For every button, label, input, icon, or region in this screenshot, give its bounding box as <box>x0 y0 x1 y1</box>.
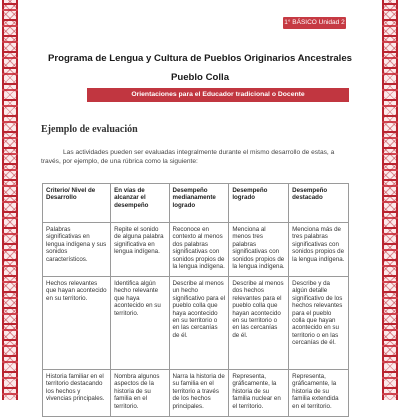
table-cell: Reconoce en contexto al menos dos palabras significativas con sonidos propios de la lengua indígena. <box>169 223 229 277</box>
table-cell: Palabras significativas en lengua indígena y sus sonidos característicos. <box>43 223 111 277</box>
table-cell: Menciona al menos tres palabras significativas con sonidos propios de la lengua indígena. <box>229 223 289 277</box>
header-en-vias: En vías de alcanzar el desempeño <box>111 184 169 223</box>
table-cell: Nombra algunos aspectos de la historia de su familia en el territorio. <box>111 370 169 417</box>
section-heading: Ejemplo de evaluación <box>41 124 138 135</box>
table-cell: Hechos relevantes que hayan acontecido en su territorio. <box>43 277 111 370</box>
table-cell: Describe al menos un hecho significativo para el pueblo colla que haya acontecido en su territorio o en las cercanías de él. <box>169 277 229 370</box>
table-cell: Identifica algún hecho relevante que haya acontecido en su territorio. <box>111 277 169 370</box>
table-cell: Describe y da algún detalle significativo de los hechos relevantes para el pueblo colla que hayan acontecido en su territorio o en las cercanías de él. <box>289 277 349 370</box>
table-cell: Narra la historia de su familia en el territorio a través de los hechos principales. <box>169 370 229 417</box>
pueblo-title: Pueblo Colla <box>170 72 230 83</box>
table-cell: Repite el sonido de alguna palabra significativa en lengua indígena. <box>111 223 169 277</box>
decorative-border-left <box>2 0 18 400</box>
table-cell: Historia familiar en el territorio destacando los hechos y vivencias principales. <box>43 370 111 417</box>
table-cell: Describe al menos dos hechos relevantes para el pueblo colla que hayan acontecido en su territorio o en las cercanías de él. <box>229 277 289 370</box>
table-cell: Representa, gráficamente, la historia de su familia extendida en el territorio. <box>289 370 349 417</box>
table-cell: Representa, gráficamente, la historia de su familia nuclear en el territorio. <box>229 370 289 417</box>
table-row <box>43 370 349 417</box>
rubric-header-row <box>43 184 349 223</box>
header-destacado: Desempeño destacado <box>289 184 349 223</box>
header-criterio: Criterio/ Nivel de Desarrollo <box>43 184 111 223</box>
grade-unit-badge: 1° BÁSICO Unidad 2 <box>283 17 346 29</box>
table-row <box>43 277 349 370</box>
rubric-table <box>42 183 349 417</box>
program-title: Programa de Lengua y Cultura de Pueblos Originarios Ancestrales <box>47 53 353 64</box>
table-cell: Menciona más de tres palabras significativas con sonidos propios de la lengua indígena. <box>289 223 349 277</box>
intro-paragraph: Las actividades pueden ser evaluadas integralmente durante el mismo desarrollo de estas, a través, por ejemplo, de una rúbrica como la siguiente: <box>41 149 335 165</box>
orientation-banner: Orientaciones para el Educador tradicional o Docente <box>87 88 349 102</box>
header-medianamente: Desempeño medianamente logrado <box>169 184 229 223</box>
header-logrado: Desempeño logrado <box>229 184 289 223</box>
table-row <box>43 223 349 277</box>
decorative-border-right <box>382 0 398 400</box>
